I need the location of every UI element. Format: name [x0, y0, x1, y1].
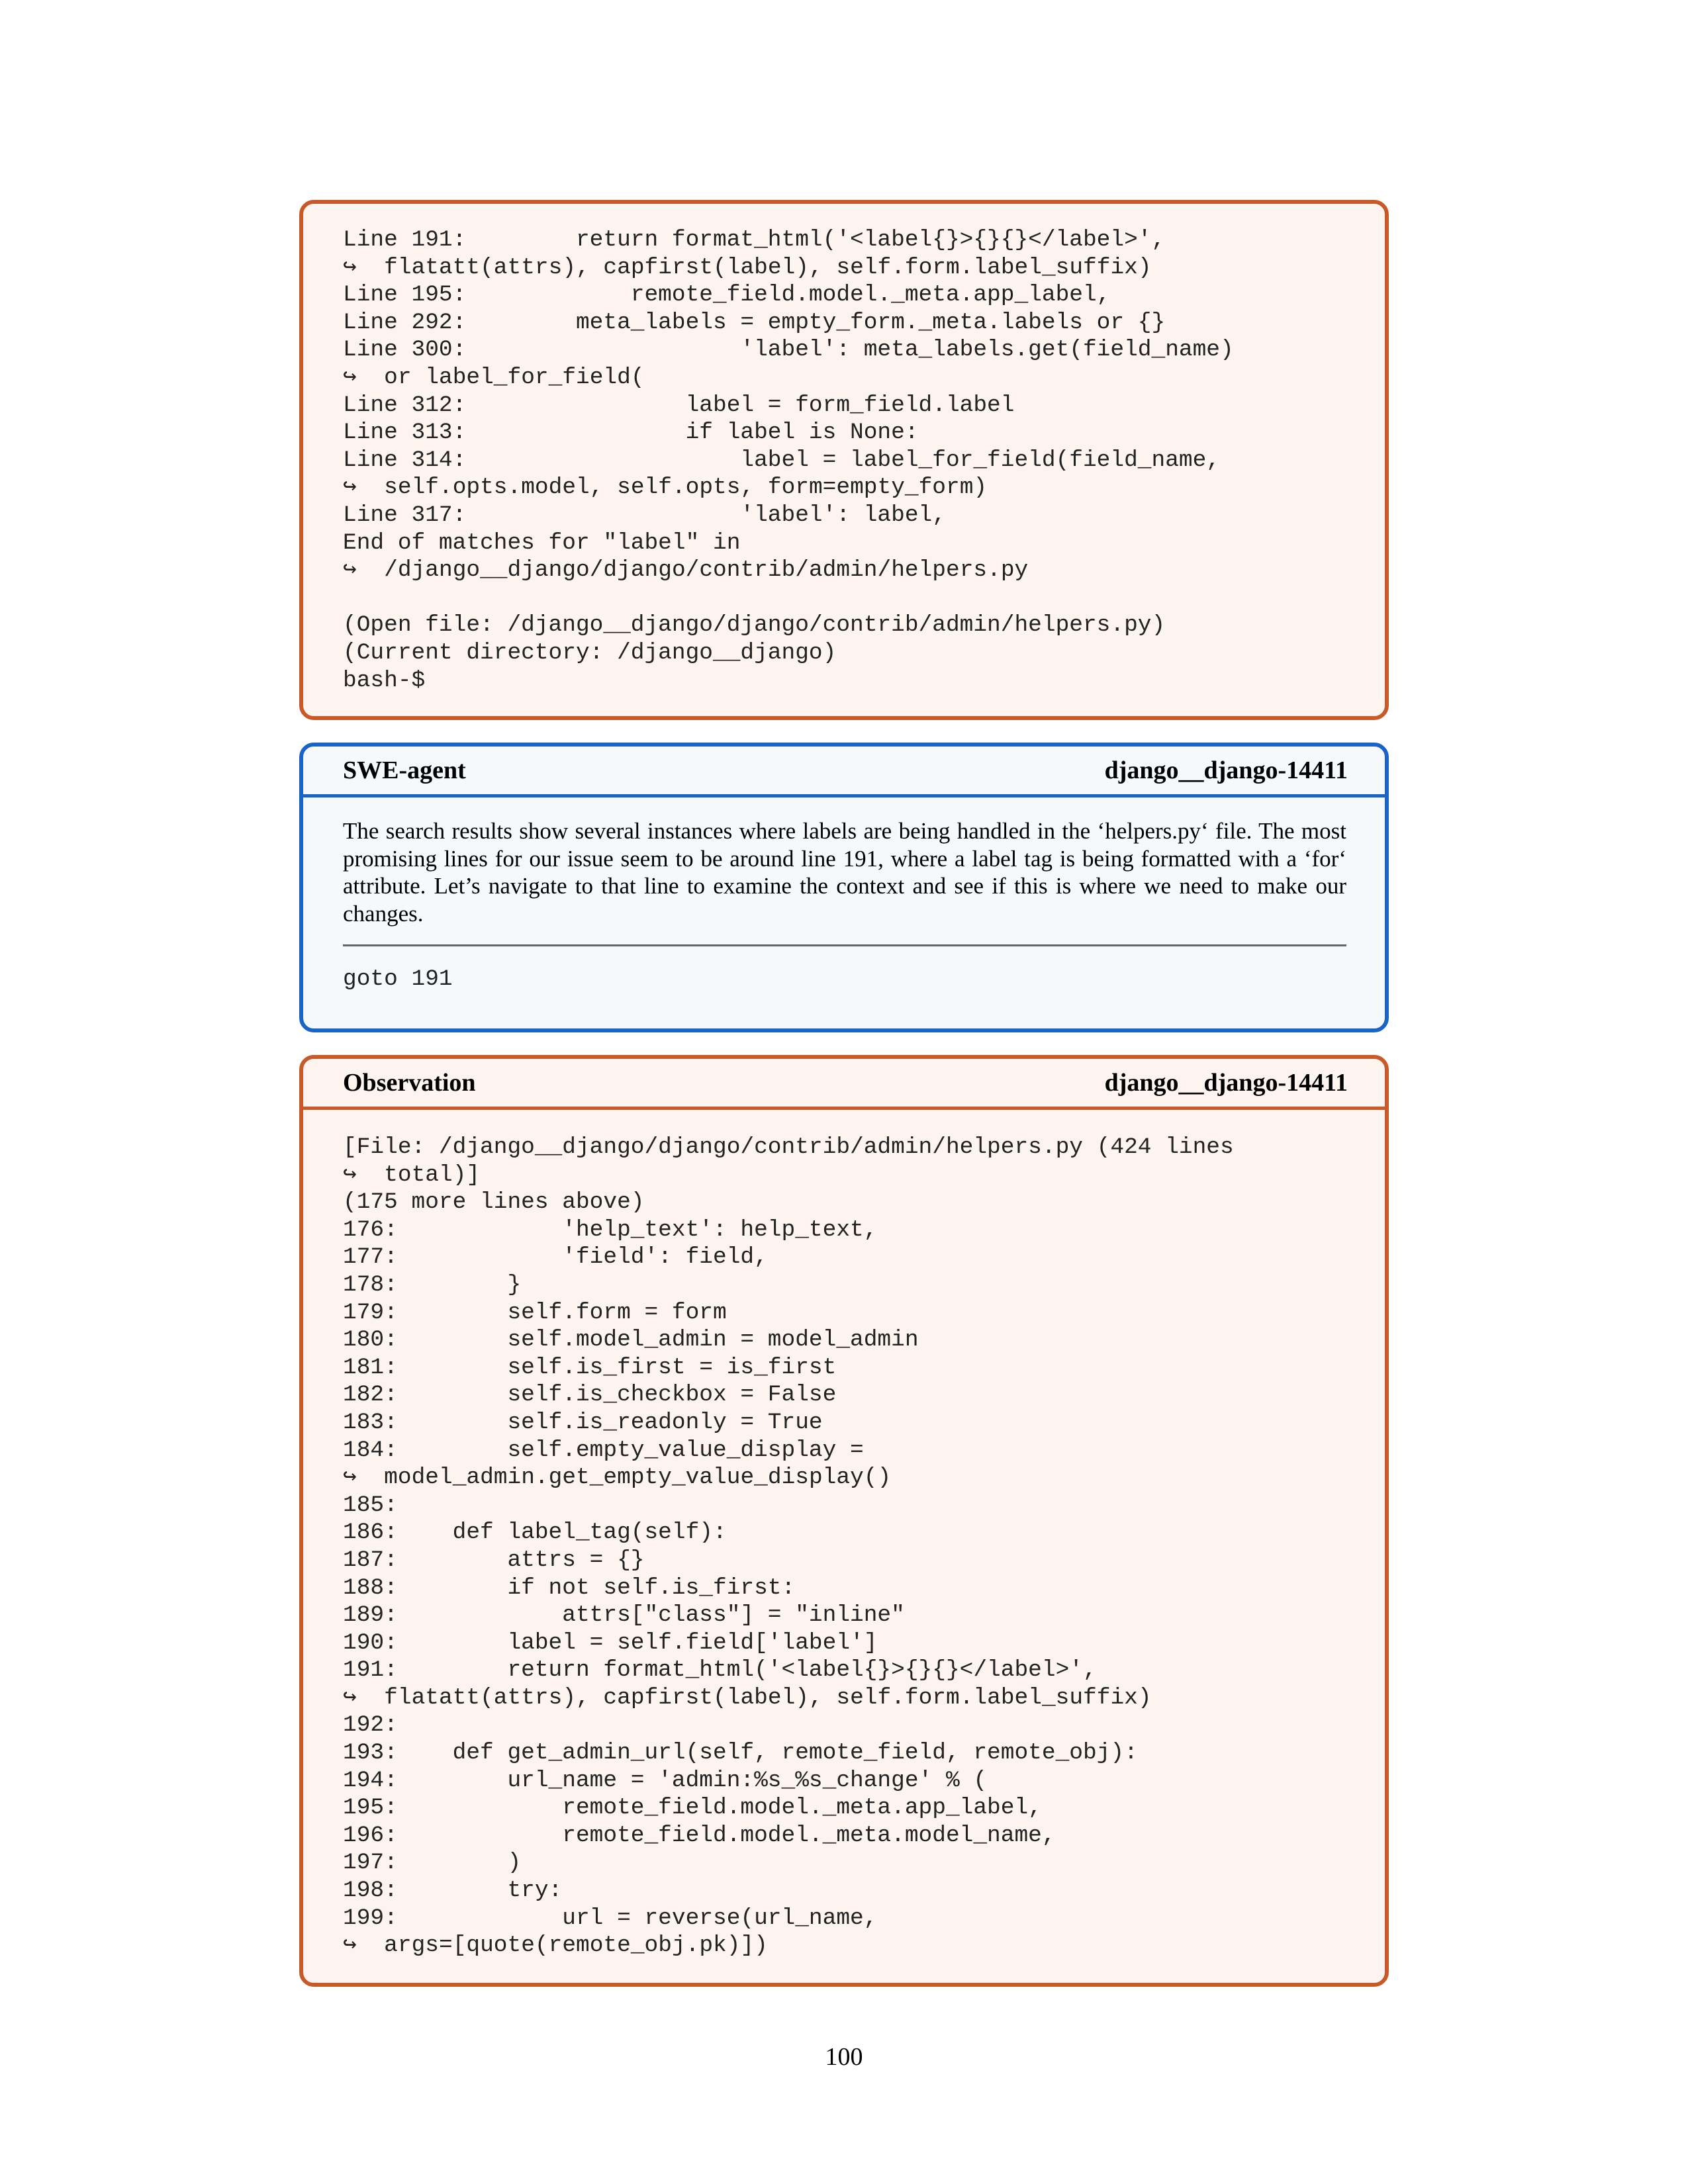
agent-box-title: SWE-agent [343, 756, 466, 784]
observation-box-instance-id: django__django-14411 [1104, 1069, 1348, 1097]
agent-command-text: goto 191 [343, 966, 453, 993]
observation-box-title: Observation [343, 1069, 476, 1097]
page-number: 100 [825, 2043, 863, 2071]
observation-file-listing: [File: /django__django/django/contrib/admin/helpers.py (424 lines ↪ total)] (175 more lines above) 176: 'help_text': help_text, 177: 'field': field, 178: } 179: self.form = form 180: self.model_admin = model_admin 181: self.is_first = is_first 182: self.is_checkbox = False 183: self.is_readonly = True 184: self.empty_value_display = ↪ model_admin.get_empty_value_display() 185: 186: def label_tag(self): 187: attrs = {} 188: if not self.is_first: 189: attrs["class"] = "inline" 190: label = self.field['label'] 191: return format_html('<label{}>{}{}</label>', ↪ flatatt(attrs), capfirst(label), self.form.label_suffix) 192: 193: def get_admin_url(self, remote_field, remote_obj): 194: url_name = 'admin:%s_%s_change' % ( 195: remote_field.model._meta.app_label, 196: remote_field.model._meta.model_name, 197: ) 198: try: 199: url = reverse(url_name, ↪ args=[quote(remote_obj.pk)]) [343, 1134, 1234, 1959]
observation-box [299, 1055, 1389, 1987]
search-output-box [299, 200, 1389, 720]
observation-box-header [303, 1059, 1385, 1110]
agent-thought-text: The search results show several instances where labels are being handled in the ‘helpers.py‘ file. The most promising lines for our issue seem to be around line 191, where a label tag is being formatted with a ‘for‘ attribute. Let’s navigate to that line to examine the context and see if this is where we need to make our changes. [343, 818, 1346, 927]
agent-box-divider [343, 944, 1346, 946]
agent-box-header [303, 747, 1385, 797]
agent-box-instance-id: django__django-14411 [1104, 756, 1348, 784]
search-output-text: Line 191: return format_html('<label{}>{}{}</label>', ↪ flatatt(attrs), capfirst(label), self.form.label_suffix) Line 195: remote_field.model._meta.app_label, Line 292: meta_labels = empty_form._meta.labels or {} Line 300: 'label': meta_labels.get(field_name) ↪ or label_for_field( Line 312: label = form_field.label Line 313: if label is None: Line 314: label = label_for_field(field_name, ↪ self.opts.model, self.opts, form=empty_form) Line 317: 'label': label, End of matches for "label" in ↪ /django__django/django/contrib/admin/helpers.py (Open file: /django__django/django/contrib/admin/helpers.py) (Current directory: /django__django) bash-$ [343, 227, 1234, 694]
agent-action-box [299, 743, 1389, 1032]
